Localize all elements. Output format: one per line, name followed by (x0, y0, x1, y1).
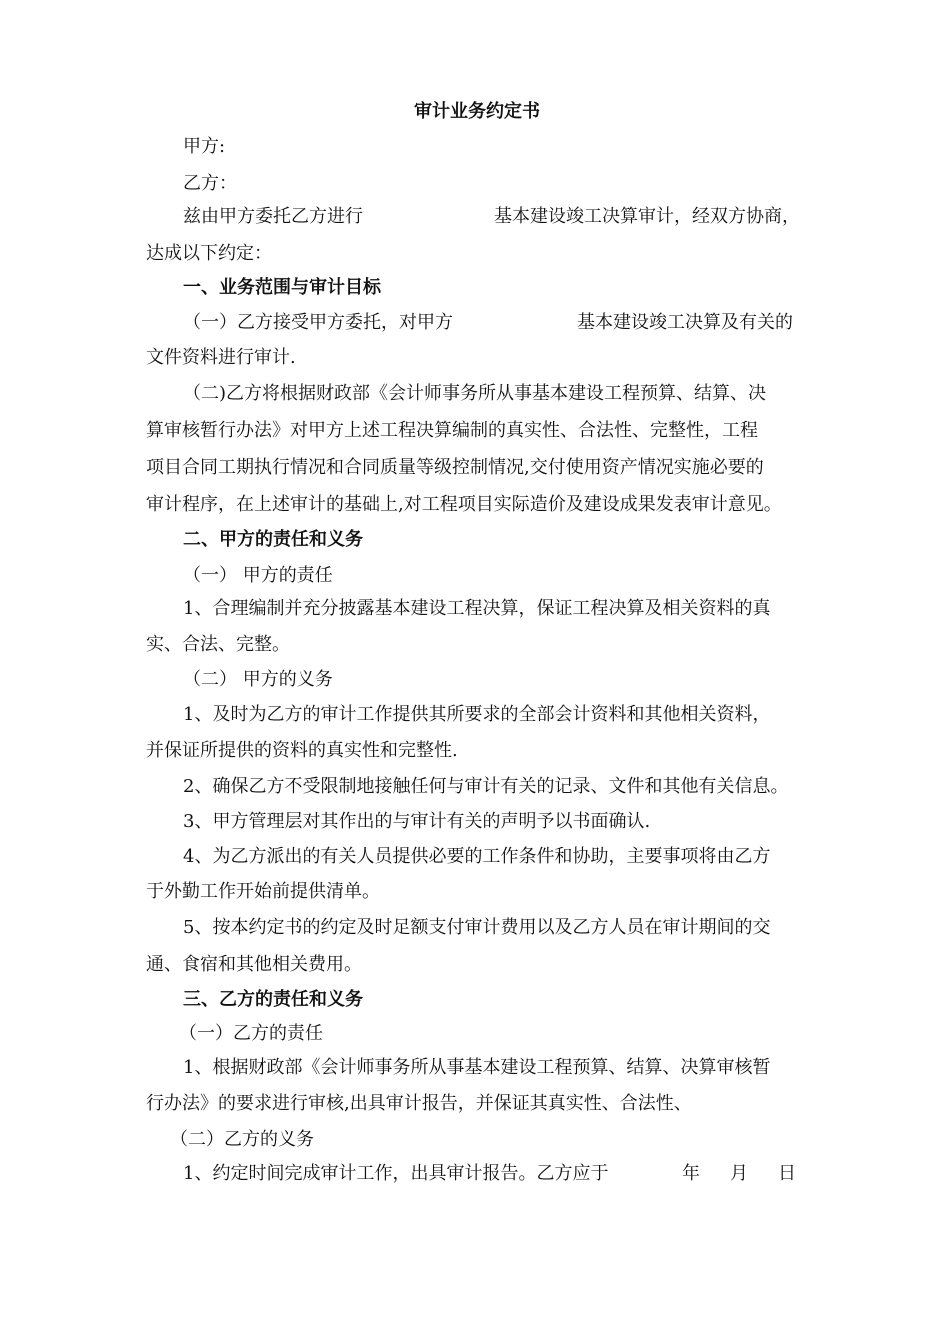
section3-resp1-line1: 1、根据财政部《会计师事务所从事基本建设工程预算、结算、决算审核暂 (183, 1057, 771, 1078)
section1-item2-line1: （二)乙方将根据财政部《会计师事务所从事基本建设工程预算、结算、决 (183, 383, 767, 404)
section2-duty1-line1: 1、及时为乙方的审计工作提供其所要求的全部会计资料和其他相关资料， (183, 704, 771, 725)
section3-heading: 三、乙方的责任和义务 (183, 989, 363, 1010)
section1-item2-line3: 项目合同工期执行情况和合同质量等级控制情况,交付使用资产情况实施必要的 (146, 457, 764, 478)
intro-continuation: 达成以下约定： (146, 243, 272, 264)
section1-item1-end: 基本建设竣工决算及有关的 (577, 312, 793, 333)
section1-item2-line2: 算审核暂行办法》对甲方上述工程决算编制的真实性、合法性、完整性，工程 (146, 420, 758, 441)
date-year-label: 年 (682, 1163, 700, 1184)
section2-duty5-line1: 5、按本约定书的约定及时足额支付审计费用以及乙方人员在审计期间的交 (183, 917, 771, 938)
section2-heading: 二、甲方的责任和义务 (183, 529, 363, 550)
intro-line (183, 205, 363, 229)
section1-item1-start: （一）乙方接受甲方委托，对甲方 (183, 312, 453, 333)
section2-duty3: 3、甲方管理层对其作出的与审计有关的声明予以书面确认. (183, 811, 651, 832)
section3-sub2: （二）乙方的义务 (170, 1129, 314, 1150)
section2-sub2: （二） 甲方的义务 (183, 669, 333, 690)
section2-duty1-line2: 并保证所提供的资料的真实性和完整性. (146, 740, 458, 761)
date-month-label: 月 (730, 1163, 748, 1184)
section1-item1-cont: 文件资料进行审计. (146, 347, 296, 368)
section2-resp1-line2: 实、合法、完整。 (146, 634, 290, 655)
section2-duty4-line1: 4、为乙方派出的有关人员提供必要的工作条件和协助，主要事项将由乙方 (183, 846, 771, 867)
section2-resp1-line1: 1、合理编制并充分披露基本建设工程决算，保证工程决算及相关资料的真 (183, 598, 771, 619)
date-day-label: 日 (778, 1163, 796, 1184)
section2-sub1: （一） 甲方的责任 (183, 565, 333, 586)
section1-item2-line4: 审计程序，在上述审计的基础上,对工程项目实际造价及建设成果发表审计意见。 (146, 494, 782, 515)
document-title: 审计业务约定书 (414, 101, 540, 122)
section3-duty1-line1 (183, 1162, 608, 1186)
section2-duty2: 2、确保乙方不受限制地接触任何与审计有关的记录、文件和其他有关信息。 (183, 776, 789, 797)
section3-duty1-text: 1、约定时间完成审计工作，出具审计报告。乙方应于 (183, 1163, 609, 1184)
intro-text-end: 基本建设竣工决算审计，经双方协商， (494, 206, 800, 227)
section1-heading: 一、业务范围与审计目标 (183, 277, 381, 298)
party-a-label: 甲方: (183, 136, 226, 157)
party-b-label: 乙方： (183, 173, 237, 194)
section2-duty4-line2: 于外勤工作开始前提供清单。 (146, 881, 380, 902)
section3-sub1: （一）乙方的责任 (179, 1023, 323, 1044)
section3-resp1-line2: 行办法》的要求进行审核,出具审计报告，并保证其真实性、合法性、 (146, 1093, 692, 1114)
intro-line-end (494, 205, 800, 229)
intro-text-start: 兹由甲方委托乙方进行 (183, 206, 363, 227)
section2-duty5-line2: 通、食宿和其他相关费用。 (146, 954, 362, 975)
